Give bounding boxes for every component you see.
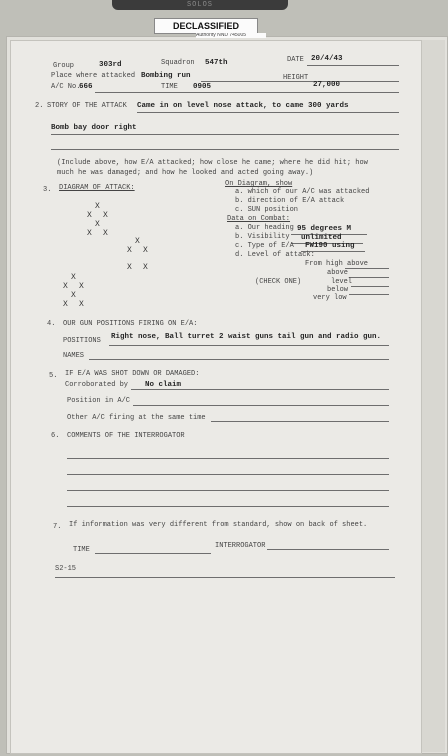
q2-instruction-2: much he was damaged; and how he looked and acted going away.) bbox=[57, 169, 314, 177]
level-above: above bbox=[327, 269, 349, 277]
data-item-visibility: b. Visibility bbox=[235, 233, 290, 241]
diagram-item-b: b. direction of E/A attack bbox=[235, 197, 345, 205]
time-field-label: TIME bbox=[73, 546, 90, 554]
place-label: Place where attacked bbox=[51, 72, 136, 80]
diagram-item-c: c. SUN position bbox=[235, 206, 299, 214]
type-value: FW190 using bbox=[305, 242, 355, 250]
q5-label: IF E/A WAS SHOT DOWN OR DAMAGED: bbox=[65, 370, 200, 378]
names-label: NAMES bbox=[63, 352, 85, 360]
q3-number: 3. bbox=[43, 186, 52, 194]
q4-number: 4. bbox=[47, 320, 56, 328]
level-below: below bbox=[327, 286, 349, 294]
visibility-value: unlimited bbox=[301, 234, 342, 242]
form-number: S2-15 bbox=[55, 565, 77, 573]
diagram-item-a: a. which of our A/C was attacked bbox=[235, 188, 370, 196]
q5-number: 5. bbox=[49, 372, 58, 380]
q2-instruction-1: (Include above, how E/A attacked; how close he came; where he did hit; how bbox=[57, 159, 368, 167]
time-label: TIME bbox=[161, 83, 178, 91]
back-sheet-edge bbox=[420, 40, 445, 752]
positions-value: Right nose, Ball turret 2 waist guns tail gun and radio gun. bbox=[111, 333, 382, 341]
q7-label: If information was very different from standard, show on back of sheet. bbox=[69, 521, 368, 529]
squadron-label: Squadron bbox=[161, 59, 195, 67]
data-item-heading: a. Our heading bbox=[235, 224, 294, 232]
group-label: Group bbox=[53, 62, 75, 70]
ac-label: A/C No. bbox=[51, 83, 81, 91]
data-item-type: c. Type of E/A bbox=[235, 242, 294, 250]
q6-label: COMMENTS OF THE INTERROGATOR bbox=[67, 432, 185, 440]
declassified-stamp: DECLASSIFIED bbox=[154, 18, 258, 34]
q2-answer-1: Came in on level nose attack, to came 300 yards bbox=[137, 102, 349, 110]
check-one: (CHECK ONE) bbox=[255, 278, 302, 286]
corroborated-value: No claim bbox=[145, 381, 182, 389]
q3-label: DIAGRAM OF ATTACK: bbox=[59, 184, 135, 192]
q6-number: 6. bbox=[51, 432, 60, 440]
date-label: DATE bbox=[287, 56, 304, 64]
height-value: 27,000 bbox=[313, 81, 341, 89]
data-on-combat: Data on Combat: bbox=[227, 215, 291, 223]
declassified-authority: Authority NND 745005 bbox=[196, 33, 266, 38]
heading-value: 95 degrees M bbox=[297, 225, 352, 233]
q2-number: 2. bbox=[35, 102, 44, 110]
ac-value: 666 bbox=[79, 83, 93, 91]
clip-bar: SOLOS bbox=[112, 0, 288, 10]
on-diagram: On Diagram, show bbox=[225, 180, 293, 188]
place-value: Bombing run bbox=[141, 72, 191, 80]
positions-label: POSITIONS bbox=[63, 337, 101, 345]
position-label: Position in A/C bbox=[67, 397, 131, 405]
group-value: 303rd bbox=[99, 61, 122, 69]
q7-number: 7. bbox=[53, 523, 62, 531]
q2-label: STORY OF THE ATTACK bbox=[47, 102, 127, 110]
date-value: 20/4/43 bbox=[311, 55, 343, 63]
level-level: level bbox=[331, 278, 353, 286]
q2-answer-2: Bomb bay door right bbox=[51, 124, 137, 132]
corroborated-label: Corroborated by bbox=[65, 381, 129, 389]
q4-label: OUR GUN POSITIONS FIRING ON E/A: bbox=[63, 320, 198, 328]
squadron-value: 547th bbox=[205, 59, 228, 67]
interrogator-label: INTERROGATOR bbox=[215, 542, 266, 550]
other-label: Other A/C firing at the same time bbox=[67, 414, 206, 422]
time-value: 0905 bbox=[193, 83, 212, 91]
level-very-low: very low bbox=[313, 294, 347, 302]
height-label: HEIGHT bbox=[283, 74, 309, 82]
level-high-above: From high above bbox=[305, 260, 369, 268]
interrogation-form: Group 303rd Squadron 547th DATE 20/4/43 Place where attacked Bombing run HEIGHT A/C No. 666 TIME 0905 27,000 2. STORY OF THE ATTACK Came in on level nose attack, to came 300 yards Bomb bay door right (Include above, how E/A attacked; how close he came; where he did hit; how much he was damaged; and how he looked and acted going away.) 3. DIAGRAM OF ATTACK: On Diagram, show a. which of our A/C was attacked b. direction of E/A attack c. SUN position Data on Combat: a. Our heading 95 degrees M b. Visibility unlimited c. Type of E/A FW190 using d. Level of attack: From high above above (CHECK ONE) level below very low X X X X X X X X X X X X X X X X X 4. OUR GUN POSITIONS FIRING ON E/A: POSITIONS Right nose, Ball turret 2 waist guns tail gun and radio gun. NAMES 5. IF E/A WAS SHOT DOWN OR DAMAGED: Corroborated by No claim Position in A/C Other A/C firing at the same time 6. COMMENTS OF THE INTERROGATOR 7. If information was very different from standard, show on back of sheet. TIME INTERROGATOR S2-15 bbox=[10, 40, 422, 754]
data-item-level: d. Level of attack: bbox=[235, 251, 315, 259]
